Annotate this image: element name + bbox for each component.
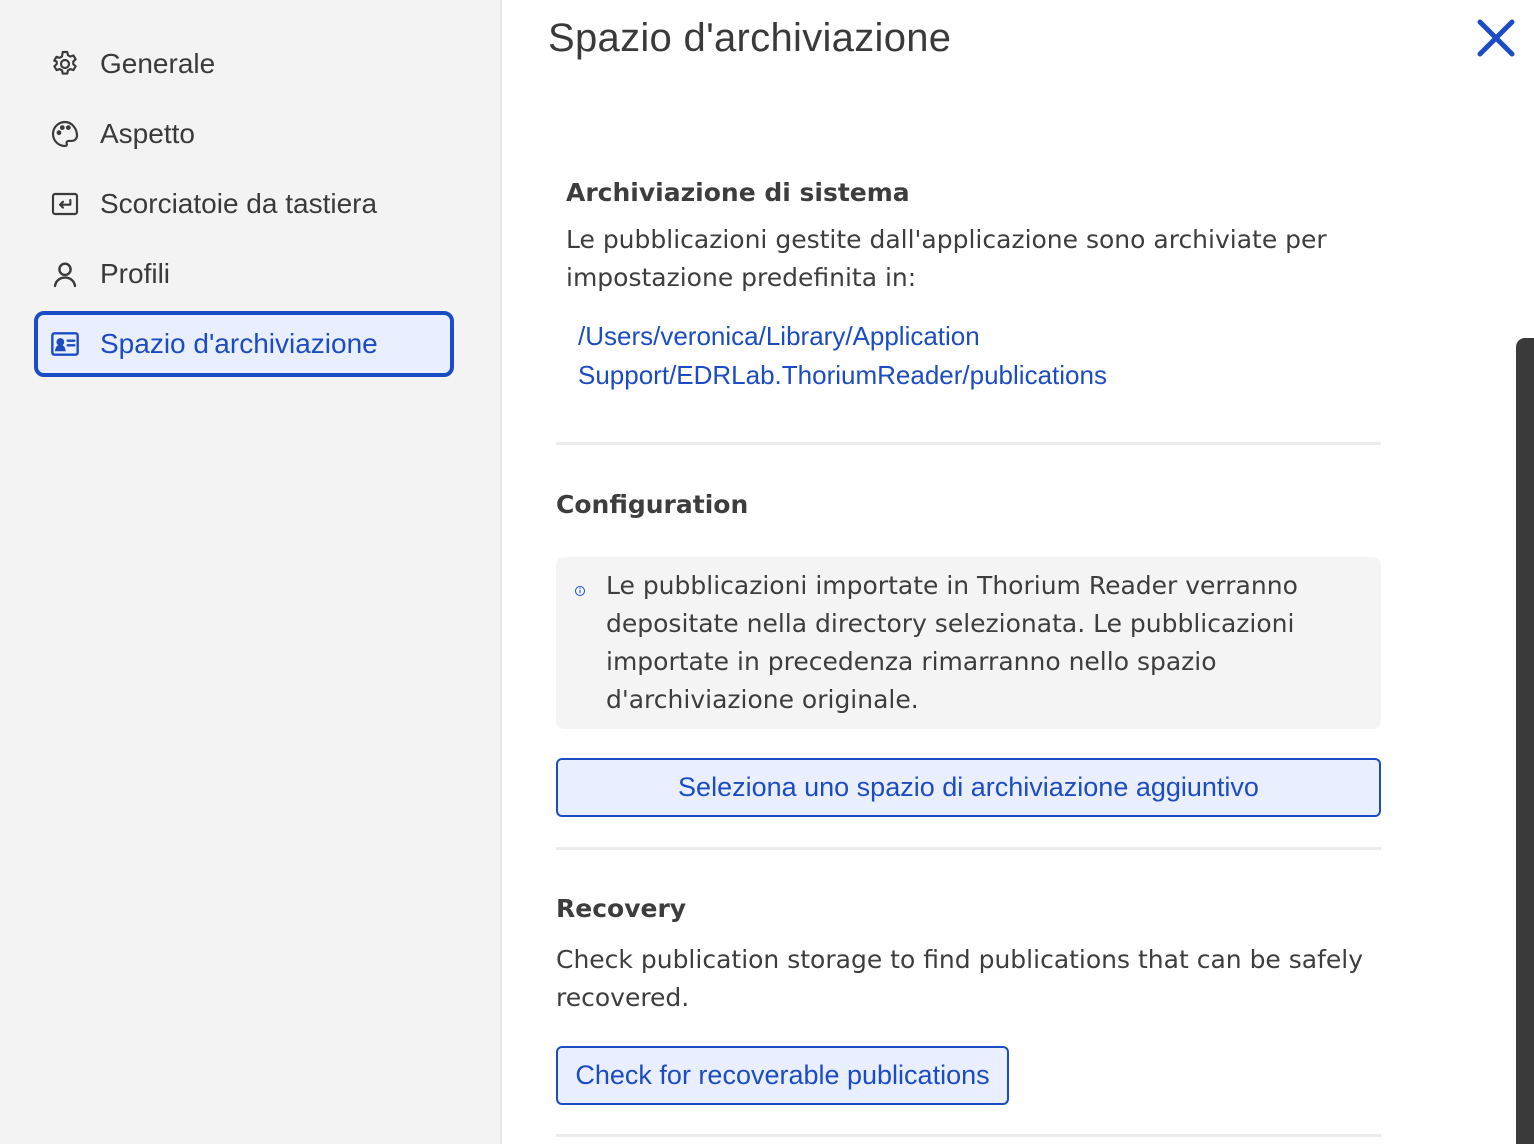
divider (556, 847, 1381, 850)
scrollbar[interactable] (1516, 338, 1534, 1144)
recovery-description: Check publication storage to find publications that can be safely recovered. (556, 945, 1364, 1012)
sidebar-item-aspetto[interactable] (34, 101, 454, 167)
sidebar-item-profili[interactable] (34, 241, 454, 307)
select-storage-button[interactable]: Seleziona uno spazio di archiviazione aggiuntivo (556, 758, 1381, 817)
divider (556, 1134, 1381, 1137)
storage-path-link[interactable] (578, 317, 1218, 395)
close-icon (1474, 16, 1518, 60)
close-button[interactable] (1474, 16, 1518, 60)
sidebar-item-generale[interactable] (34, 31, 454, 97)
sidebar-item-label: Aspetto (100, 118, 195, 149)
id-card-icon (48, 327, 82, 361)
configuration-heading: Configuration (556, 490, 749, 519)
divider (556, 442, 1381, 445)
sidebar-item-label: Profili (100, 258, 171, 289)
storage-path-line: Support/EDRLab.ThoriumReader/publications (578, 360, 1107, 390)
user-icon (48, 257, 82, 291)
system-storage-description: Le pubblicazioni gestite dall'applicazione sono archiviate per impostazione predefinita in: (566, 225, 1327, 292)
info-callout (556, 557, 1381, 729)
gear-icon (48, 47, 82, 81)
sidebar-item-scorciatoie[interactable] (34, 171, 454, 237)
info-icon (574, 585, 586, 597)
storage-settings-panel (504, 0, 1534, 1144)
system-storage-heading: Archiviazione di sistema (566, 178, 910, 207)
page-title: Spazio d'archiviazione (548, 16, 952, 60)
info-text: Le pubblicazioni importate in Thorium Reader verranno depositate nella directory selezionata. Le pubblicazioni importate in precedenza rimarranno nello spazio d'archiviazione originale. (606, 571, 1298, 714)
storage-path-line: /Users/veronica/Library/Application (578, 321, 980, 351)
sidebar-item-label: Scorciatoie da tastiera (100, 188, 378, 219)
palette-icon (48, 117, 82, 151)
check-recoverable-button[interactable]: Check for recoverable publications (556, 1046, 1009, 1105)
settings-sidebar (0, 0, 502, 1144)
sidebar-item-spazio-archiviazione[interactable] (34, 311, 454, 377)
keyboard-return-icon (48, 187, 82, 221)
recovery-heading: Recovery (556, 894, 687, 923)
sidebar-item-label: Generale (100, 48, 216, 79)
sidebar-item-label: Spazio d'archiviazione (100, 328, 378, 359)
